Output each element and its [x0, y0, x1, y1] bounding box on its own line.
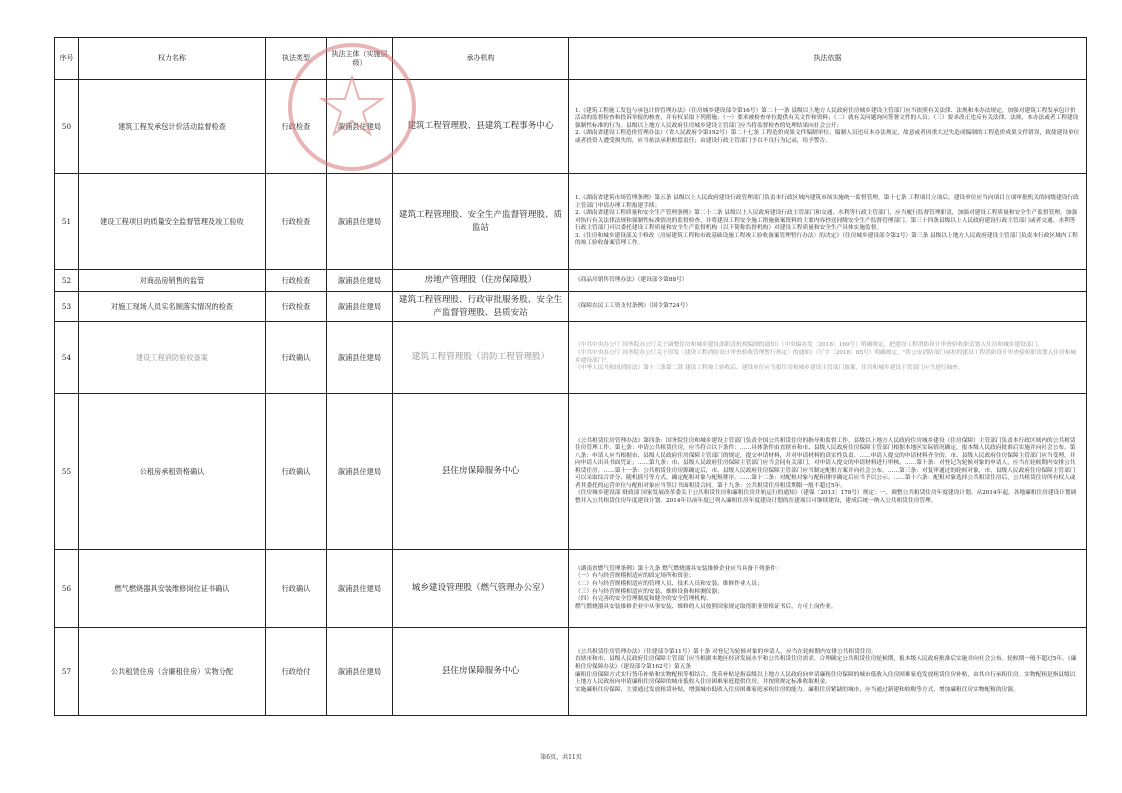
row-type: 行政检查: [266, 174, 327, 270]
row-type: 行政检查: [266, 270, 327, 292]
row-basis: [569, 270, 1087, 292]
basis-paragraph: （三）有与经营规模相适应的安装、维修设备和检测仪器；: [575, 588, 723, 595]
table-row: [55, 270, 1087, 292]
table-row: [55, 174, 1087, 270]
power-list-table: [54, 37, 1087, 716]
table-row: [55, 292, 1087, 322]
col-header-basis: 执法依据: [569, 38, 1087, 80]
basis-paragraph: （四）有完善的安全管理制度和健全的安全管理机构。: [575, 596, 712, 603]
row-seq: 55: [55, 394, 79, 550]
row-type: 行政确认: [266, 322, 327, 394]
col-header-power-name: 权力名称: [79, 38, 266, 80]
row-seq: 51: [55, 174, 79, 270]
row-basis: [569, 628, 1087, 716]
col-header-type: 执法类型: [266, 38, 327, 80]
row-power-name: 公租房承租资格确认: [79, 394, 266, 550]
row-type: 行政检查: [266, 80, 327, 174]
row-seq: 57: [55, 628, 79, 716]
basis-paragraph: 1.《湖南省建筑市场管理条例》第五条 县级以上人民政府建设行政管理部门负责本行政区域内建筑市场实施统一监督管理。第十七条 工程项目立项后，建设单位应当向项目立项审批机关的同级建设行政主管部门申请办理工程报建手续；: [575, 195, 1079, 209]
row-basis: [569, 322, 1087, 394]
table-row: [55, 80, 1087, 174]
row-org: 房地产管理股（住房保障股）: [393, 270, 569, 292]
basis-paragraph: 《公共租赁住房管理办法》第四条：国务院住房和城乡建设主管部门负责全国公共租赁住房的指导和监督工作。县级以上地方人民政府住房城乡建设（住房保障）主管部门负责本行政区域内的公共租赁住房管理工作。第七条：申请公共租赁住房，应当符合以下条件：……具体条件由直辖市和市、县级人民政府住房保障主管部门根据本地区实际情况确定，报本级人民政府批准后实施并向社会公布。第八条：申请人应当根据市、县级人民政府住房保障主管部门的规定，提交申请材料，并对申请材料的真实性负责。……申请人提交的申请材料齐全的，市、县级人民政府住房保障主管部门应当受理，并向申请人出具书面凭证；……第九条：市、县级人民政府住房保障主管部门应当会同有关部门，对申请人提交的申请材料进行审核。……第十条：对登记为轮候对象的申请人，应当在轮候期内安排公共租赁住房。……第十一条：公共租赁住房房源确定后，市、县级人民政府住房保障主管部门应当制定配租方案并向社会公布。……第三条：对复审通过的轮候对象，市、县级人民政府住房保障主管部门可以采取综合评分、随机摇号等方式，确定配租对象与配租排序。……第十二条：对配租对象与配租排序确定后应当予以公示。……第十六条：配租对象选择公共租赁住房后，公共租赁住房所有权人或者其委托的运营单位与配租对象应当签订书面租赁合同。第十九条：公共租赁住房租赁期限一般不超过5年。: [575, 437, 1076, 489]
basis-paragraph: 廉租住房保障方式实行货币补贴和实物配租等相结合。货币补贴是指县级以上地方人民政府向申请廉租住房保障的城市低收入住房困难家庭发放租赁住房补贴，由其自行承租住房。实物配租是指县级以上地方人民政府向申请廉租住房保障的城市低收入住房困难家庭提供住房，并按照规定标准收取租金。: [575, 671, 1076, 686]
row-org: 建筑工程管理股、县建筑工程事务中心: [393, 80, 569, 174]
row-org: 县住房保障服务中心: [393, 394, 569, 550]
power-list-table-page: [54, 37, 1086, 748]
row-subject: 溆浦县住建局: [327, 550, 393, 628]
row-basis: [569, 80, 1087, 174]
basis-paragraph: 《公共租赁住房管理办法》（住建部令第11号）第十条 对登记为轮候对象的申请人，应当在轮候期内安排公共租赁住房。: [575, 648, 877, 655]
page-number: 第6页，共11页: [540, 754, 582, 761]
row-org: 建筑工程管理股、安全生产监督管理股、质监站: [393, 174, 569, 270]
row-power-name: 建设工程项目的质量安全监督管理及竣工验收: [79, 174, 266, 270]
row-seq: 50: [55, 80, 79, 174]
row-subject: 溆浦县住建局: [327, 174, 393, 270]
row-basis: [569, 394, 1087, 550]
row-subject: 溆浦县住建局: [327, 270, 393, 292]
col-header-seq: 序号: [55, 38, 79, 80]
basis-paragraph: 《住房城乡建设部 财政部 国家发展改革委关于公共租赁住房和廉租住房并轨运行的通知》（建保〔2013〕178号）规定：一、调整公共租赁住房年度建设计划。从2014年起，各地廉租住房建设计划调整并入公共租赁住房年度建设计划。2014年以前年度已列入廉租住房年度建设计划的在建项目可继续建设，建成后统一纳入公共租赁住房管理。: [575, 490, 1077, 504]
table-row: [55, 322, 1087, 394]
basis-paragraph: 实施廉租住房保障，主要通过发放租赁补贴，增强城市低收入住房困难家庭承租住房的能力。廉租住房紧缺的城市，应当通过新建和收购等方式，增加廉租住房实物配租的房源。: [575, 686, 1019, 693]
row-power-name: 建筑工程发承包计价活动监督检查: [79, 80, 266, 174]
basis-paragraph: 3.《住房和城乡建设部关于修改〈房屋建筑工程和市政基础设施工程竣工验收备案管理暂行办法〉的决定》（住房城乡建设部令第2号）第三条 县级以上地方人民政府建设主管部门负责本行政区域内工程的竣工验收备案管理工作。: [575, 232, 1078, 247]
row-subject: 溆浦县住建局: [327, 292, 393, 322]
table-row: [55, 628, 1087, 716]
row-org: 县住房保障服务中心: [393, 628, 569, 716]
basis-paragraph: 《中华人民共和国消防法》第十三条第二款 建设工程竣工验收后，建设单位应当报住房和城乡建设主管部门备案，住房和城乡建设主管部门应当进行抽查。: [575, 365, 964, 372]
basis-paragraph: （一）有与经营规模相适应的固定场所和资金；: [575, 573, 695, 580]
basis-paragraph: 《中共中央办公厅 国务院办公厅关于调整住房和城乡建设部职责机构编制的通知》（中央编办发〔2018〕169号）明确规定，把建设工程消防设计审查验收职责划入住房和城乡建设部门。: [575, 342, 1043, 349]
row-type: 行政确认: [266, 394, 327, 550]
row-subject: 溆浦县住建局: [327, 394, 393, 550]
table-row: [55, 394, 1087, 550]
row-subject: 溆浦县住建局: [327, 80, 393, 174]
table-body: [55, 80, 1087, 716]
basis-paragraph: 《湖南省燃气管理条例》第十九条 燃气燃烧器具安装维修企业应当具备下列条件：: [575, 565, 782, 572]
basis-paragraph: 《商品房销售管理办法》（建设部令第88号）: [575, 276, 688, 283]
row-seq: 53: [55, 292, 79, 322]
basis-paragraph: 燃气燃烧器具安装维修企业中从事安装、维修的人员按照国家规定取得职业资格证书后，方可上岗作业。: [575, 603, 837, 610]
basis-paragraph: 《中共中央办公厅 国务院办公厅关于印发〈建设工程消防设计审查验收管理暂行规定〉的通知》（厅字〔2018〕85号）明确规定，"将公安消防部门承担的建设工程消防设计审查验收职责划入住房和城乡建设部门"。: [575, 349, 1077, 364]
col-header-org: 承办机构: [393, 38, 569, 80]
basis-paragraph: 1.《建筑工程施工发包与承包计价管理办法》（住房城乡建设部令第16号）第二十一条 县级以上地方人民政府住房城乡建设主管部门应当依照有关法律、法规和本办法规定，加强对建筑工程发承包计价活动的监督检查和投诉举报的核查，并有权采取下列措施：（一）要求被检查单位提供有关文件和资料；（二）就有关问题询问签署文件的人员；（三）要求改正违反有关法律、法规、本办法或者工程建设强制性标准的行为。县级以上地方人民政府住房城乡建设主管部门应当将监督检查的处理结果向社会公开；: [575, 107, 1079, 129]
row-basis: [569, 292, 1087, 322]
row-type: 行政确认: [266, 550, 327, 628]
row-seq: 52: [55, 270, 79, 292]
table-row: [55, 550, 1087, 628]
basis-paragraph: 2.《湖南省建设工程质量和安全生产管理条例》第二十二条 县级以上人民政府建设行政主管部门和交通、水利等行政主管部门，应当履行监督管理职责，加强对建设工程质量和安全生产监督管理，加强对执行有关法律法规和强制性标准情况的监督检查，并将建设工程安全施工措施备案资料的主要内容抄送同级安全生产监督管理部门。第三十四条县级以上人民政府建设行政主管部门或者交通、水利等行政主管部门可以委托建设工程质量和安全生产监督机构（以下简称监督机构）对建设工程质量和安全生产具体实施监督。: [575, 210, 1078, 232]
row-org: 城乡建设管理股（燃气管理办公室）: [393, 550, 569, 628]
row-basis: [569, 174, 1087, 270]
basis-paragraph: （二）有与经营规模相适应的管理人员、技术人员和安装、维修作业人员；: [575, 580, 763, 587]
row-subject: 溆浦县住建局: [327, 322, 393, 394]
row-type: 行政检查: [266, 292, 327, 322]
row-subject: 溆浦县住建局: [327, 628, 393, 716]
row-seq: 54: [55, 322, 79, 394]
row-basis: [569, 550, 1087, 628]
row-org: 建筑工程管理股、行政审批服务股、安全生产监督管理股、县质安站: [393, 292, 569, 322]
row-seq: 56: [55, 550, 79, 628]
row-type: 行政给付: [266, 628, 327, 716]
table-header-row: [55, 38, 1087, 80]
row-power-name: 公共租赁住房（含廉租住房）实物分配: [79, 628, 266, 716]
basis-paragraph: 2.《湖南省建设工程造价管理办法》（省人民政府令第192号）第二十七条 工程造价成果文件编制单位、编制人员违反本办法规定，故意或者因重大过失造成编制的工程造价成果文件错误，致使建设单位或者投资人遭受损失的，应当依法承担赔偿责任；由建设行政主管部门予以不良行为记录，给予警告。: [575, 130, 1080, 144]
row-power-name: 对商品房销售的监管: [79, 270, 266, 292]
row-power-name: 对施工现场人员实名制落实情况的检查: [79, 292, 266, 322]
row-org: 建筑工程管理股（消防工程管理股）: [393, 322, 569, 394]
row-power-name: 燃气燃烧器具安装维修岗位证书确认: [79, 550, 266, 628]
basis-paragraph: 《保障农民工工资支付条例》（国令第724号）: [575, 302, 692, 309]
basis-paragraph: 直辖市和市、县级人民政府住房保障主管部门应当根据本地区经济发展水平和公共租赁住房需求，合理确定公共租赁住房轮候期，报本级人民政府批准后实施并向社会公布。轮候期一般不超过5年。《廉租住房保障办法》（建设部令第162号）第五条: [575, 656, 1077, 670]
col-header-subject: 执法主体（实施层级）: [327, 38, 393, 80]
row-power-name: 建设工程消防验收备案: [79, 322, 266, 394]
